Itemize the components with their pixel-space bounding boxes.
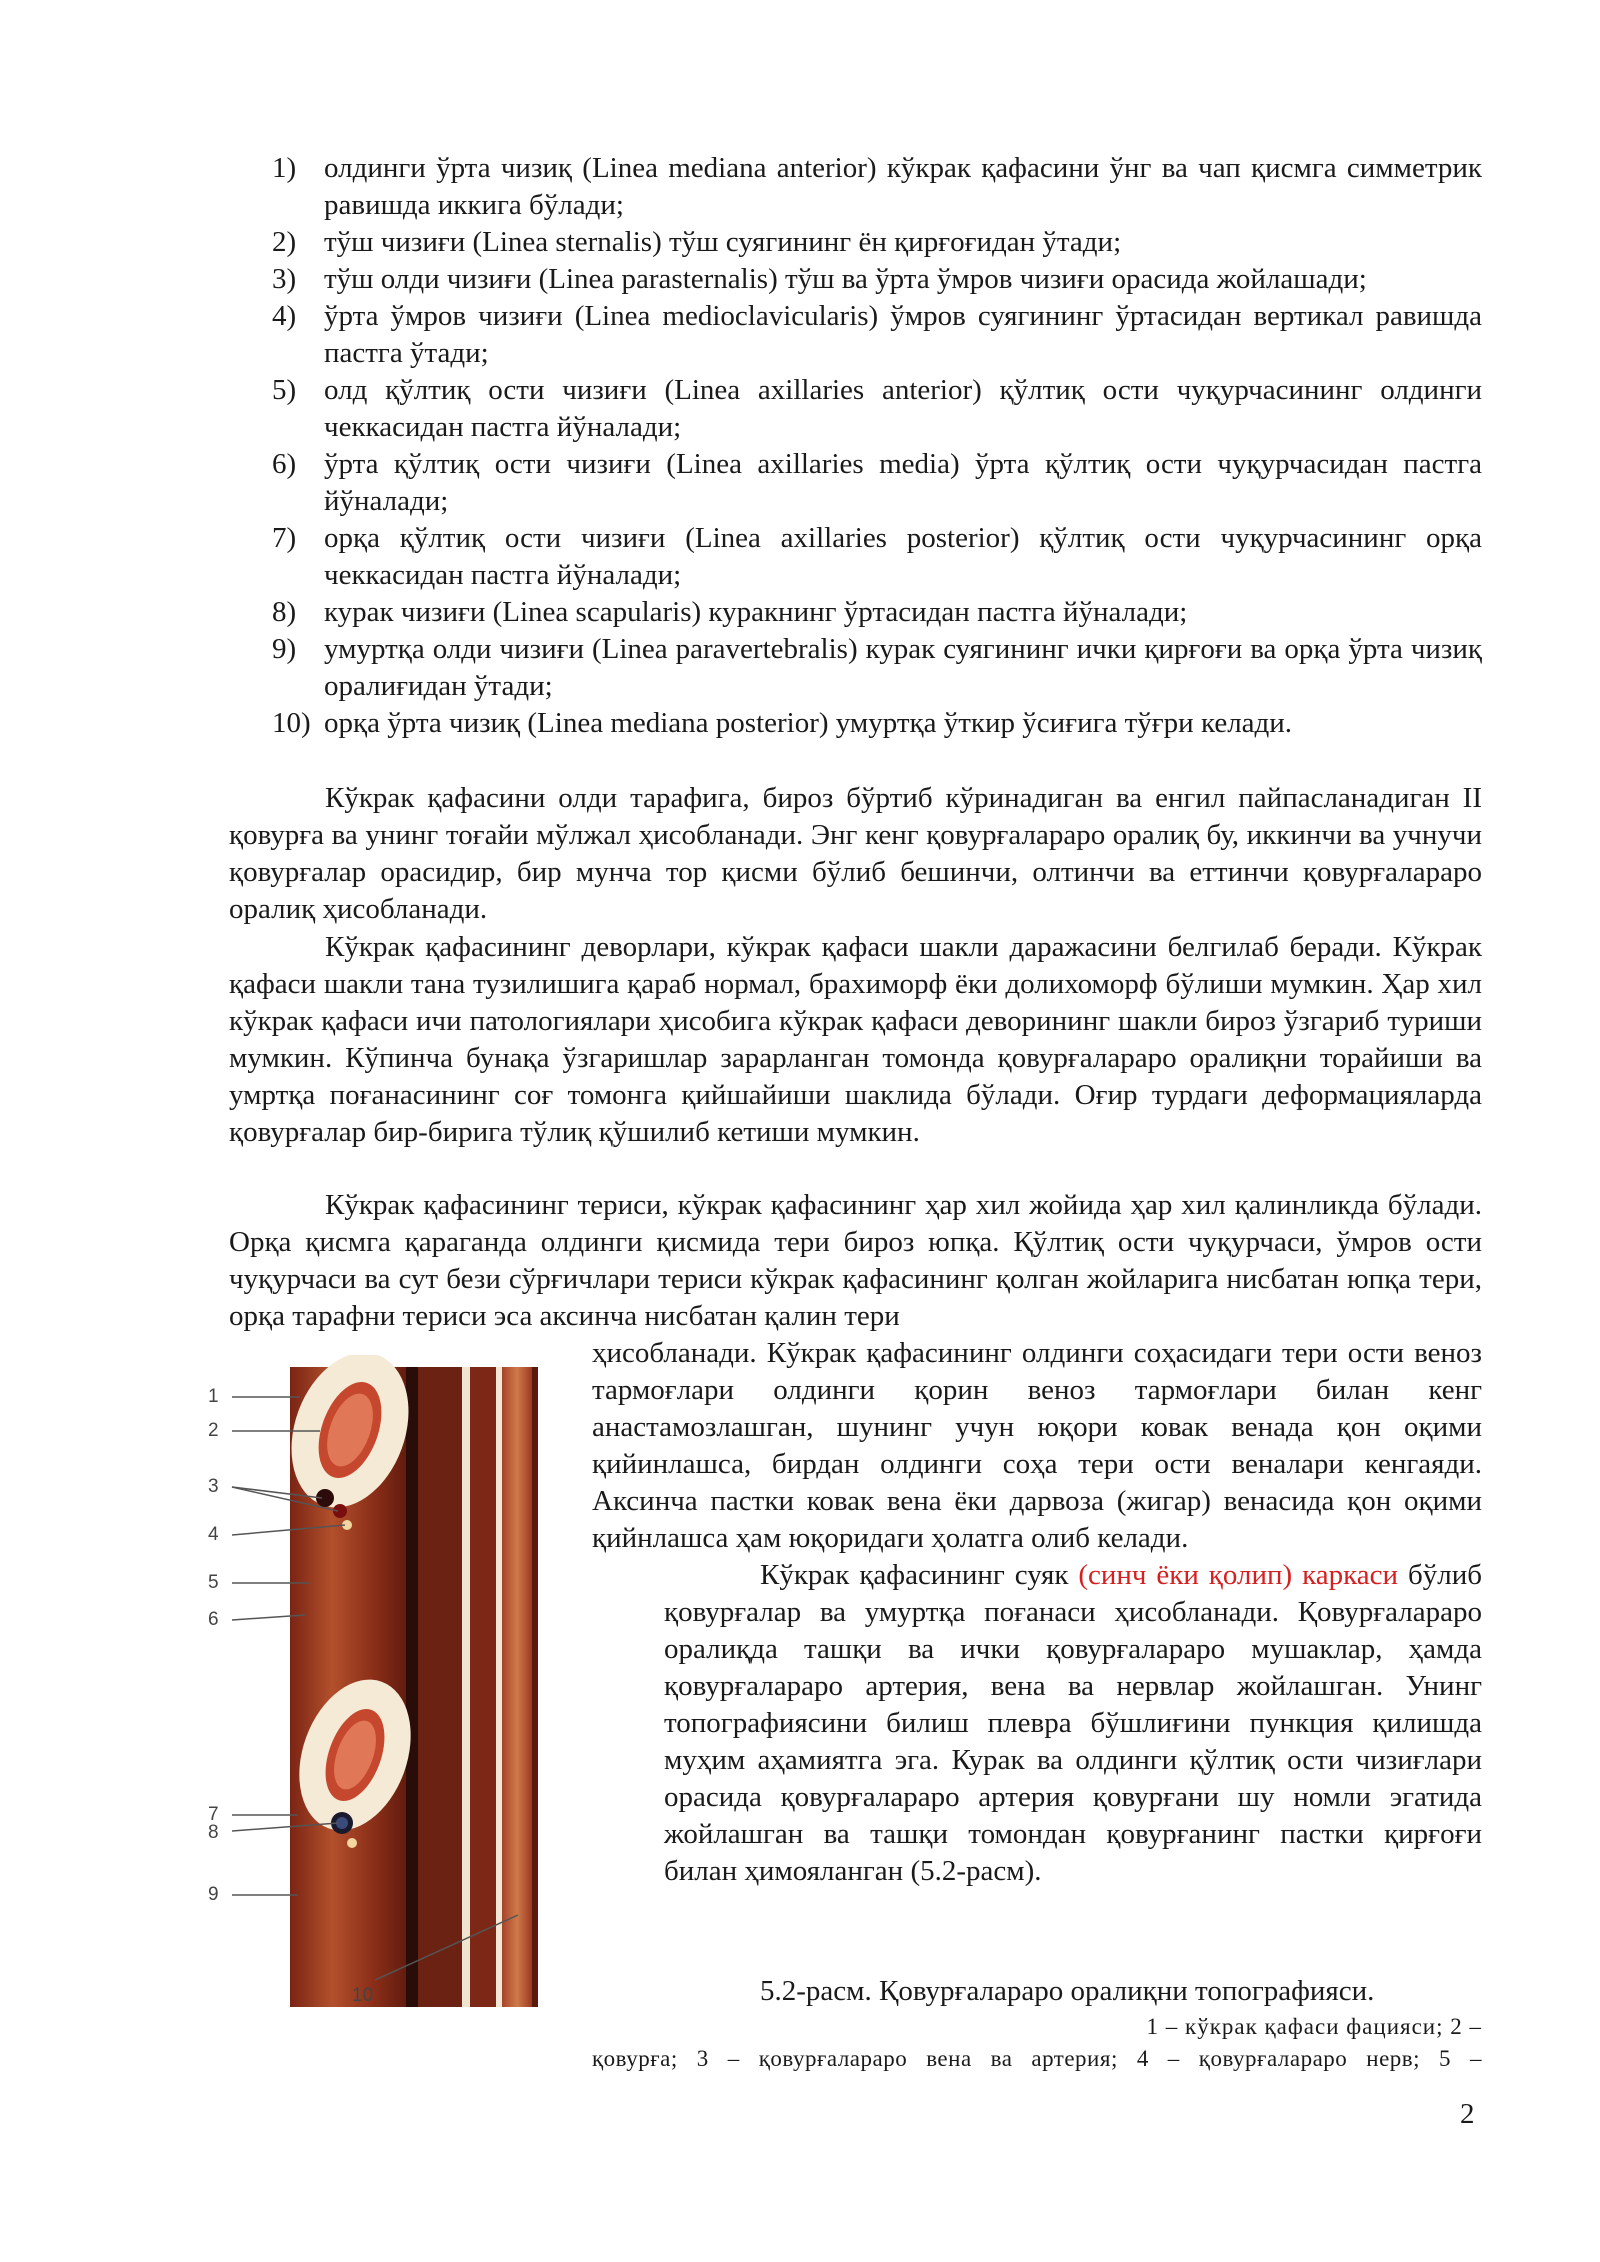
list-number: 3)	[272, 263, 297, 295]
highlighted-text: (синч ёки қолип) каркаси	[1078, 1559, 1399, 1591]
list-text: тўш чизиғи (Linea sternalis) тўш суягининг ён қирғоғидан ўтади;	[324, 226, 1122, 258]
figure-legend-line: 1 – кўкрак қафаси фацияси; 2 –	[1146, 2014, 1482, 2039]
paragraph-rib-landmark	[229, 780, 1482, 928]
list-text: умуртқа олди чизиғи (Linea paravertebralis) курак суягининг ички қирғоғи ва орқа ўрта чизиқ оралиғидан ўтади;	[324, 633, 1482, 702]
list-item	[272, 446, 1482, 520]
list-item	[272, 224, 1482, 261]
list-item	[272, 298, 1482, 372]
paragraph-rest: бўлиб қовурғалар ва умуртқа поғанаси ҳисобланади. Қовурғалараро оралиқда ташқи ва ички қовурғалараро мушаклар, ҳамда қовурғалараро артерия, вена ва нервлар жойлашган. Унинг топографиясини билиш плевра бўшлиғини пункция қилишда муҳим аҳамиятга эга. Курак ва олдинги қўлтиқ ости чизиғлари орасида қовурғалараро артерия қовурғани шу номли эгатида жойлашган ва ташқи томондан қовурғанинг пастки қирғоғи билан ҳимояланган (5.2-расм).	[664, 1559, 1482, 1887]
paragraph-text	[664, 1557, 1482, 1890]
anatomy-illustration	[200, 1355, 575, 2015]
figure-label: 6	[208, 1609, 219, 1630]
paragraph-skin-continued	[592, 1335, 1482, 1557]
list-text: тўш олди чизиғи (Linea parasternalis) тўш ва ўрта ўмров чизиғи орасида жойлашади;	[324, 263, 1367, 295]
list-number: 1)	[272, 152, 297, 184]
list-item	[272, 372, 1482, 446]
figure-label: 7	[208, 1804, 219, 1825]
paragraph-text: Кўкрак қафасини олди тарафига, бироз бўртиб кўринадиган ва енгил пайпасланадиган II қовурға ва унинг тоғайи мўлжал ҳисобланади. Энг кенг қовурғалараро оралиқ бу, иккинчи ва учнучи қовурғалар орасидир, бир мунча тор қисми бўлиб бешинчи, олтинчи ва еттинчи қовурғалараро оралиқ ҳисобланади.	[229, 782, 1482, 925]
page-number: 2	[1460, 2098, 1475, 2130]
list-item	[272, 261, 1482, 298]
list-item	[272, 150, 1482, 224]
paragraph-text: Кўкрак қафасининг деворлари, кўкрак қафаси шакли даражасини белгилаб беради. Кўкрак қафаси шакли тана тузилишига қараб нормал, брахиморф ёки долихоморф бўлиши мумкин. Ҳар хил кўкрак қафаси ичи патологиялари ҳисобига кўкрак қафаси деворининг шакли бироз ўзгариб туриши мумкин. Кўпинча бунақа ўзгаришлар зарарланган томонда қовурғалараро оралиқни торайиши ва умртқа поғанасининг соғ томонга қийшайиши шаклида бўлади. Оғир турдаги деформацияларда қовурғалар бир-бирига тўлиқ қўшилиб кетиши мумкин.	[229, 931, 1482, 1148]
paragraph-text: Кўкрак қафасининг териси, кўкрак қафасининг ҳар хил жойида ҳар хил қалинликда бўлади. Орқа қисмга қараганда олдинги қисмида тери бироз юпқа. Қўлтиқ ости чуқурчаси, ўмров ости чуқурчаси ва сут бези сўрғичлари териси кўкрак қафасининг қолган жойларига нисбатан юпқа тери, орқа тарафни териси эса аксинча нисбатан қалин тери	[229, 1189, 1482, 1332]
list-text: орқа қўлтиқ ости чизиғи (Linea axillaries posterior) қўлтиқ ости чуқурчасининг орқа чеккасидан пастга йўналади;	[324, 522, 1482, 591]
intercostal-figure	[200, 1355, 575, 2015]
list-text: орқа ўрта чизиқ (Linea mediana posterior) умуртқа ўткир ўсиғига тўғри келади.	[324, 707, 1293, 739]
list-number: 8)	[272, 596, 297, 628]
figure-label: 5	[208, 1572, 219, 1593]
list-text: олдинги ўрта чизиқ (Linea mediana anterior) кўкрак қафасини ўнг ва чап қисмга симметрик равишда иккига бўлади;	[324, 152, 1482, 221]
list-number: 7)	[272, 522, 297, 554]
list-number: 5)	[272, 374, 297, 406]
list-text: ўрта қўлтиқ ости чизиғи (Linea axillaries media) ўрта қўлтиқ ости чуқурчасидан пастга йўналади;	[324, 448, 1482, 517]
list-number: 10)	[272, 707, 311, 739]
list-number: 9)	[272, 633, 297, 665]
paragraph-skin	[229, 1187, 1482, 1335]
figure-legend-line: қовурға; 3 – қовурғалараро вена ва артерия; 4 – қовурғалараро нерв; 5 –	[592, 2046, 1482, 2071]
list-number: 6)	[272, 448, 297, 480]
figure-label: 2	[208, 1420, 219, 1441]
list-number: 2)	[272, 226, 297, 258]
numbered-list	[272, 150, 1482, 742]
figure-label: 4	[208, 1524, 219, 1545]
figure-label: 9	[208, 1884, 219, 1905]
figure-label: 3	[208, 1476, 219, 1497]
figure-caption: 5.2-расм. Қовурғалараро оралиқни топографияси.	[760, 1975, 1375, 2007]
figure-label: 8	[208, 1822, 219, 1843]
list-text: олд қўлтиқ ости чизиғи (Linea axillaries anterior) қўлтиқ ости чуқурчасининг олдинги чеккасидан пастга йўналади;	[324, 374, 1482, 443]
paragraph-lead: Кўкрак қафасининг суяк	[760, 1559, 1079, 1591]
paragraph-skeleton	[664, 1557, 1482, 1890]
list-text: ўрта ўмров чизиғи (Linea medioclavicularis) ўмров суягининг ўртасидан вертикал равишда пастга ўтади;	[324, 300, 1482, 369]
list-text: курак чизиғи (Linea scapularis) куракнинг ўртасидан пастга йўналади;	[324, 596, 1188, 628]
list-item	[272, 631, 1482, 705]
paragraph-text: ҳисобланади. Кўкрак қафасининг олдинги соҳасидаги тери ости веноз тармоғлари олдинги қорин веноз тармоғлари билан кенг анастамозлашган, шунинг учун юқори ковак венада қон оқими қийинлашса, бирдан олдинги соҳа тери ости веналари кенгаяди. Аксинча пастки ковак вена ёки дарвоза (жигар) венасида қон оқими қийнлашса ҳам юқоридаги ҳолатга олиб келади.	[592, 1337, 1482, 1554]
list-item	[272, 520, 1482, 594]
figure-label: 1	[208, 1386, 219, 1407]
list-item	[272, 594, 1482, 631]
figure-label: 10	[352, 1985, 374, 2006]
list-item	[272, 705, 1482, 742]
list-number: 4)	[272, 300, 297, 332]
paragraph-chest-walls	[229, 929, 1482, 1151]
